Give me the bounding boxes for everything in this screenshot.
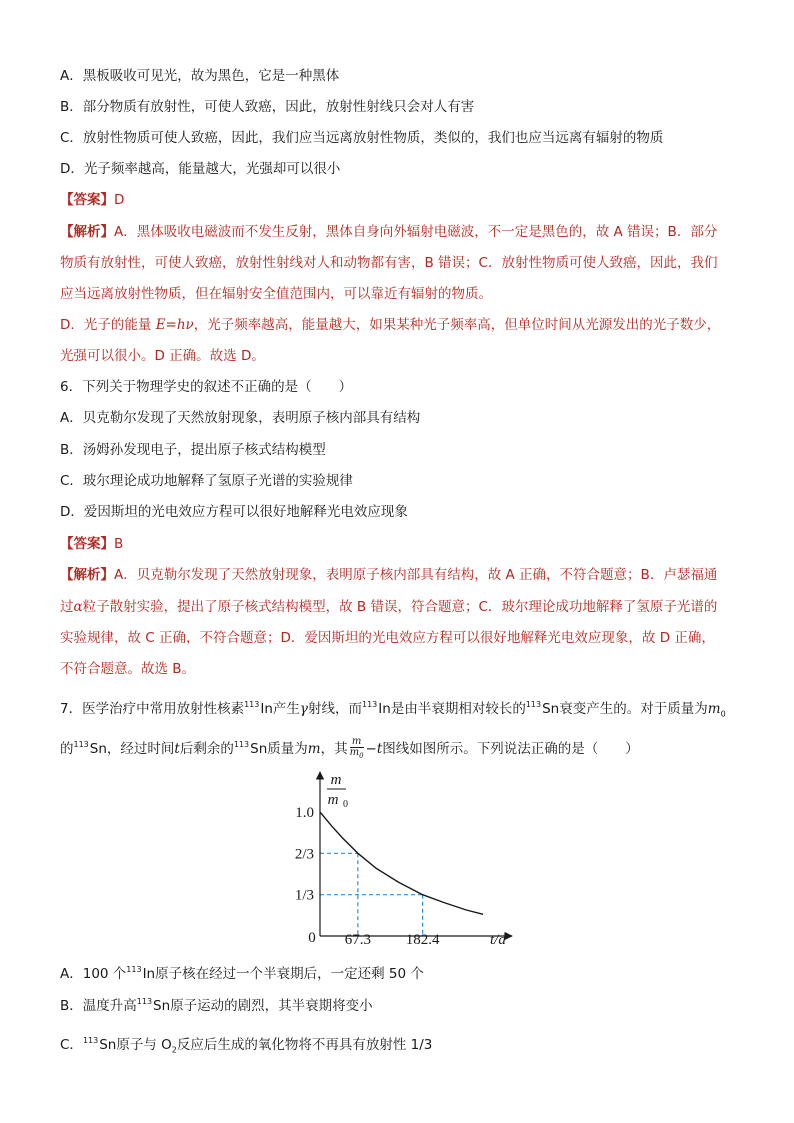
- dashed-guides: [320, 853, 423, 936]
- isotope-mass: 113: [244, 700, 260, 709]
- q5-option-b: B．部分物质有放射性，可使人致癌，因此，放射性射线只会对人有害: [60, 99, 475, 115]
- time-symbol: t: [376, 741, 383, 757]
- option-text: A．100 个: [60, 966, 127, 982]
- y-label-numerator: m: [330, 772, 342, 788]
- q6-answer: [60, 534, 123, 554]
- indium-symbol: In: [142, 966, 156, 982]
- mass-symbol: m: [707, 701, 721, 717]
- fraction-numerator: m: [350, 737, 364, 748]
- tin-symbol: Sn: [250, 741, 268, 757]
- analysis-text: A．贝克勒尔发现了天然放射现象，表明原子核内部具有结构，故 A 正确，不符合题意；B．卢瑟福通: [114, 567, 718, 583]
- analysis-d-pre: D．光子的能量: [60, 317, 156, 333]
- q7-text: 产生: [272, 701, 300, 717]
- tin-symbol: Sn: [99, 1037, 117, 1053]
- isotope-mass: 113: [233, 740, 250, 749]
- indium-symbol: In: [378, 701, 391, 717]
- analysis-tag: 【解析】: [60, 224, 114, 240]
- answer-tag: 【答案】: [60, 192, 114, 208]
- decay-curve: [320, 812, 483, 914]
- fraction-denominator: [350, 748, 364, 761]
- mass-subscript: 0: [720, 709, 726, 719]
- q6-option-c: C．玻尔理论成功地解释了氢原子光谱的实验规律: [60, 473, 353, 489]
- q7-stem-line-2: [60, 735, 639, 761]
- q5-analysis-line-4: [60, 315, 720, 335]
- answer-tag: 【答案】: [60, 536, 114, 552]
- q5-analysis-line-1: [60, 222, 717, 242]
- photon-energy-formula: E=hν: [155, 317, 194, 333]
- option-text: 反应后生成的氧化物将不再具有放射性 1/3: [176, 1037, 433, 1053]
- q7-text: 后剩余的: [179, 741, 234, 757]
- option-text: 原子核在经过一个半衰期后，一定还剩 50 个: [155, 966, 424, 982]
- analysis-text: A．黑体吸收电磁波而不发生反射，黑体自身向外辐射电磁波，不一定是黑色的，故 A 错误；B．部分: [114, 224, 718, 240]
- isotope-mass: 113: [82, 1036, 99, 1045]
- analysis-post: 粒子散射实验，提出了原子核式结构模型，故 B 错误，符合题意；C．玻尔理论成功地解释了氢原子光谱的: [82, 599, 718, 615]
- q6-analysis-line-3: 实验规律，故 C 正确，不符合题意；D．爱因斯坦的光电效应方程可以很好地解释光电效应现象，故 D 正确，: [60, 630, 715, 646]
- q7-text: 的: [60, 741, 74, 757]
- isotope-mass: 113: [362, 700, 378, 709]
- q7-text: 射线，而: [308, 701, 362, 717]
- q5-answer: [60, 190, 124, 210]
- denominator-symbol: m: [349, 747, 360, 758]
- denominator-subscript: 0: [359, 752, 364, 760]
- indium-symbol: In: [260, 701, 273, 717]
- isotope-mass: 113: [126, 965, 142, 974]
- alpha-symbol: α: [73, 599, 83, 615]
- y-tick-labels: [295, 805, 314, 904]
- option-text: 原子与 O: [116, 1037, 172, 1053]
- q6-option-b: B．汤姆孙发现电子，提出原子核式结构模型: [60, 442, 326, 458]
- isotope-mass: 113: [136, 997, 153, 1006]
- q5-option-a: A．黑板吸收可见光，故为黑色，它是一种黑体: [60, 68, 340, 84]
- y-tick-label: 1.0: [295, 805, 314, 821]
- q6-analysis-line-1: [60, 565, 717, 585]
- y-tick-label: 1/3: [294, 887, 314, 904]
- x-axis-label: t/d: [490, 932, 506, 948]
- q7-text: 是由半衰期相对较长的: [390, 701, 526, 717]
- q6-analysis-line-4: 不符合题意。故选 B。: [60, 661, 196, 677]
- q7-text: 质量为: [267, 741, 308, 757]
- tin-symbol: Sn: [542, 701, 560, 717]
- q7-text: ，其: [320, 741, 348, 757]
- gamma-symbol: γ: [299, 701, 308, 717]
- option-text: B．温度升高: [60, 998, 137, 1014]
- q7-text: 衰变产生的。对于质量为: [559, 701, 708, 717]
- isotope-mass: 113: [525, 700, 542, 709]
- minus-sign: −: [365, 741, 377, 757]
- time-symbol: t: [174, 741, 180, 757]
- q6-analysis-line-2: [60, 597, 717, 617]
- option-text: 原子运动的剧烈，其半衰期将变小: [170, 998, 373, 1014]
- x-tick-label: 67.3: [344, 932, 371, 948]
- decay-curve-chart: [280, 768, 520, 948]
- q7-text: 7．医学治疗中常用放射性核素: [60, 701, 245, 717]
- option-text: C．: [60, 1037, 83, 1053]
- q6-stem: 6．下列关于物理学史的叙述不正确的是（ ）: [60, 379, 353, 395]
- q5-analysis-line-5: 光强可以很小。D 正确。故选 D。: [60, 348, 265, 364]
- origin-label: 0: [308, 930, 316, 946]
- x-tick-labels: [345, 932, 440, 948]
- q6-option-a: A．贝克勒尔发现了天然放射现象，表明原子核内部具有结构: [60, 410, 421, 426]
- q6-option-d: D．爱因斯坦的光电效应方程可以很好地解释光电效应现象: [60, 504, 408, 520]
- q5-analysis-line-2: 物质有放射性，可使人致癌，放射性射线对人和动物都有害，B 错误；C．放射性物质可使人致癌，因此，我们: [60, 255, 718, 271]
- q5-option-c: C．放射性物质可使人致癌，因此，我们应当远离放射性物质，类似的，我们也应当远离有辐射的物质: [60, 130, 664, 146]
- q7-option-b: [60, 992, 373, 1016]
- q7-stem-line-1: [60, 695, 726, 725]
- analysis-pre: 过: [60, 599, 74, 615]
- tin-symbol: Sn: [153, 998, 171, 1014]
- isotope-mass: 113: [73, 740, 89, 749]
- y-label-denominator: m: [327, 792, 339, 808]
- tin-symbol: Sn: [89, 741, 107, 757]
- q7-text: 图线如图所示。下列说法正确的是（ ）: [382, 741, 639, 757]
- q7-option-c: [60, 1031, 432, 1061]
- q7-text: ，经过时间: [106, 741, 175, 757]
- analysis-tag: 【解析】: [60, 567, 114, 583]
- answer-value: B: [114, 536, 124, 552]
- q5-option-d: D．光子频率越高，能量越大，光强却可以很小: [60, 161, 341, 177]
- y-tick-label: 2/3: [294, 846, 314, 863]
- mass-ratio-fraction: [350, 737, 364, 761]
- answer-value: D: [114, 192, 125, 208]
- x-tick-label: 182.4: [405, 932, 440, 948]
- y-label-denominator-sub: 0: [343, 799, 348, 810]
- q5-analysis-line-3: 应当远离放射性物质，但在辐射安全值范围内，可以靠近有辐射的物质。: [60, 286, 492, 302]
- y-axis-label: [327, 772, 348, 810]
- analysis-d-post: ，光子频率越高，能量越大，如果某种光子频率高，但单位时间从光源发出的光子数少，: [193, 317, 721, 333]
- q7-option-a: [60, 960, 424, 984]
- mass-symbol: m: [307, 741, 321, 757]
- oxygen-subscript: 2: [171, 1045, 177, 1055]
